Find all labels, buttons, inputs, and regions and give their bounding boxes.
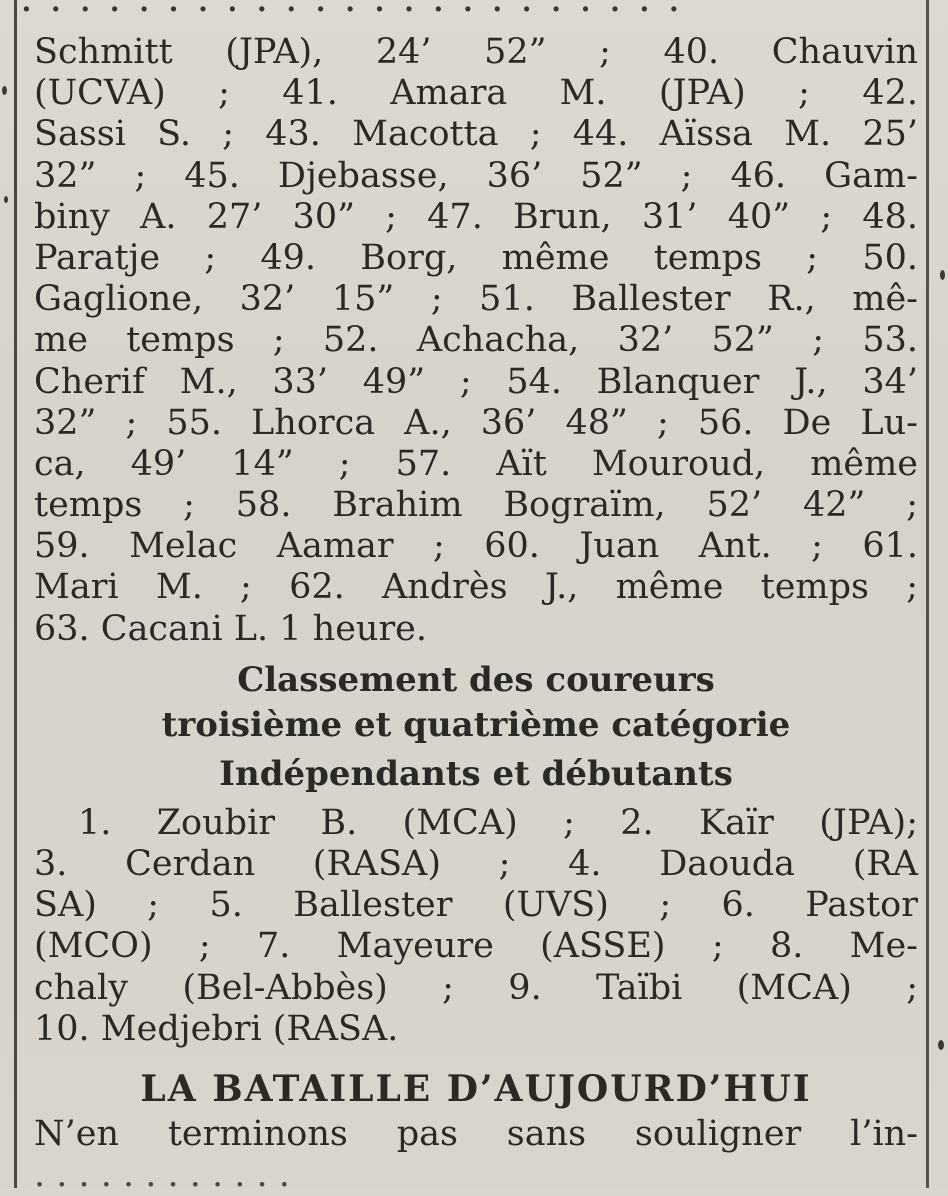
column-rule-left (14, 0, 17, 1188)
results-line: temps ; 58. Brahim Bograïm, 52’ 42” ; (34, 485, 918, 526)
classement-line: SA) ; 5. Ballester (UVS) ; 6. Pastor (34, 885, 918, 926)
results-line: Mari M. ; 62. Andrès J., même temps ; (34, 567, 918, 608)
article-column (34, 32, 918, 1196)
classement-line: chaly (Bel-Abbès) ; 9. Taïbi (MCA) ; (34, 967, 918, 1008)
results-line: (UCVA) ; 41. Amara M. (JPA) ; 42. (34, 73, 918, 114)
cut-off-previous-line (20, 0, 920, 10)
race-results-paragraph (34, 32, 918, 650)
section-heading-categorie: troisième et quatrième catégorie (161, 704, 791, 745)
cut-off-next-line: . . . . . . . . . . . . (34, 1155, 290, 1196)
print-speck (2, 86, 7, 95)
classement-line: 10. Medjebri (RASA. (34, 1008, 399, 1049)
results-line: me temps ; 52. Achacha, 32’ 52” ; 53. (34, 320, 918, 361)
classement-line: 3. Cerdan (RASA) ; 4. Daouda (RA (34, 844, 918, 884)
results-line: Cherif M., 33’ 49” ; 54. Blanquer J., 34’ (34, 361, 918, 402)
article-title: LA BATAILLE D’AUJOURD’HUI (140, 1067, 812, 1110)
article-first-line: N’en terminons pas sans souligner l’in- (34, 1113, 918, 1154)
results-line: 32” ; 55. Lhorca A., 36’ 48” ; 56. De Lu- (34, 402, 918, 443)
classement-line: 1. Zoubir B. (MCA) ; 2. Kaïr (JPA); (78, 802, 918, 843)
results-line: 63. Cacani L. 1 heure. (34, 608, 428, 649)
results-line: Sassi S. ; 43. Macotta ; 44. Aïssa M. 25’ (34, 114, 918, 155)
results-line: ca, 49’ 14” ; 57. Aït Mouroud, même (34, 443, 918, 484)
print-speck (938, 1040, 944, 1050)
results-line: 59. Melac Aamar ; 60. Juan Ant. ; 61. (34, 526, 918, 567)
print-speck (4, 196, 8, 203)
section-heading-independants: Indépendants et débutants (219, 753, 733, 794)
results-line: Gaglione, 32’ 15” ; 51. Ballester R., mê- (34, 279, 918, 320)
results-line: Paratje ; 49. Borg, même temps ; 50. (34, 237, 918, 278)
column-rule-right (926, 0, 929, 1188)
results-line: biny A. 27’ 30” ; 47. Brun, 31’ 40” ; 48. (34, 196, 918, 237)
classement-paragraph (34, 803, 918, 1050)
results-line: Schmitt (JPA), 24’ 52” ; 40. Chauvin (34, 32, 918, 72)
results-line: 32” ; 45. Djebasse, 36’ 52” ; 46. Gam- (34, 155, 918, 196)
classement-line: (MCO) ; 7. Mayeure (ASSE) ; 8. Me- (34, 926, 918, 967)
section-heading-classement: Classement des coureurs (237, 659, 715, 700)
print-speck (940, 270, 945, 280)
